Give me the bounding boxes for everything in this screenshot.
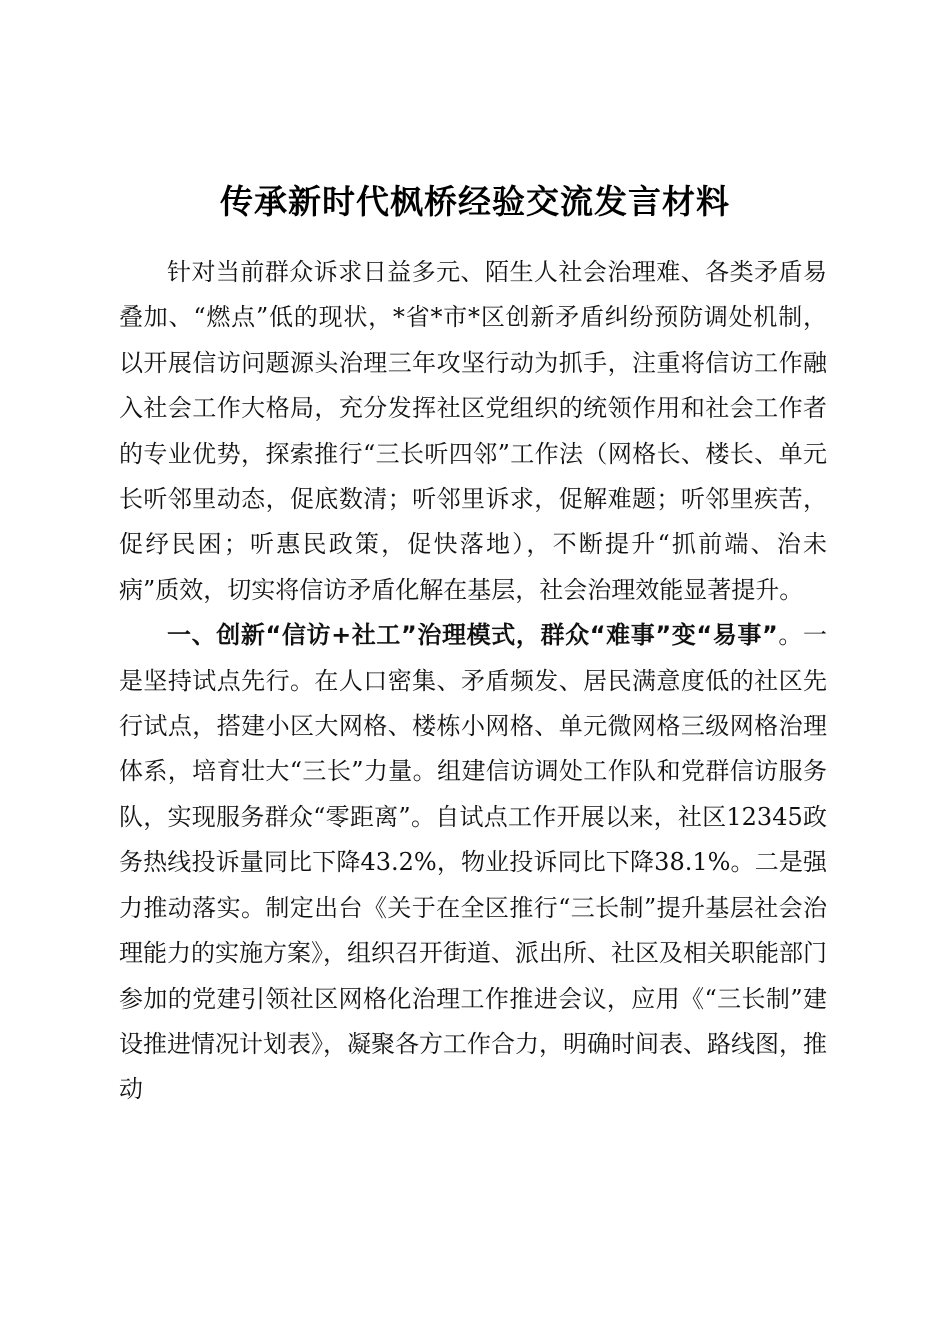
intro-paragraph-text: 针对当前群众诉求日益多元、陌生人社会治理难、各类矛盾易叠加、“燃点”低的现状，*省*市*区创新矛盾纠纷预防调处机制，以开展信访问题源头治理三年攻坚行动为抓手，注重将信访工作融入社会工作大格局，充分发挥社区党组织的统领作用和社会工作者的专业优势，探索推行“三长听四邻”工作法（网格长、楼长、单元长听邻里动态，促底数清；听邻里诉求，促解难题；听邻里疾苦，促纾民困；听惠民政策，促快落地），不断提升“抓前端、治未病”质效，切实将信访矛盾化解在基层，社会治理效能显著提升。 bbox=[119, 258, 827, 604]
intro-paragraph bbox=[119, 250, 827, 613]
document-body bbox=[119, 250, 827, 1113]
section-one-text: 。一是坚持试点先行。在人口密集、矛盾频发、居民满意度低的社区先行试点，搭建小区大网格、楼栋小网格、单元微网格三级网格治理体系，培育壮大“三长”力量。组建信访调处工作队和党群信访服务队，实现服务群众“零距离”。自试点工作开展以来，社区12345政务热线投诉量同比下降43.2%，物业投诉同比下降38.1%。二是强力推动落实。制定出台《关于在全区推行“三长制”提升基层社会治理能力的实施方案》，组织召开街道、派出所、社区及相关职能部门参加的党建引领社区网格化治理工作推进会议，应用《“三长制”建设推进情况计划表》，凝聚各方工作合力，明确时间表、路线图，推动 bbox=[119, 621, 828, 1104]
section-one-heading: 一、创新“信访+社工”治理模式，群众“难事”变“易事” bbox=[167, 621, 778, 650]
document-title: 传承新时代枫桥经验交流发言材料 bbox=[220, 182, 730, 221]
section-one-paragraph bbox=[119, 613, 827, 1112]
